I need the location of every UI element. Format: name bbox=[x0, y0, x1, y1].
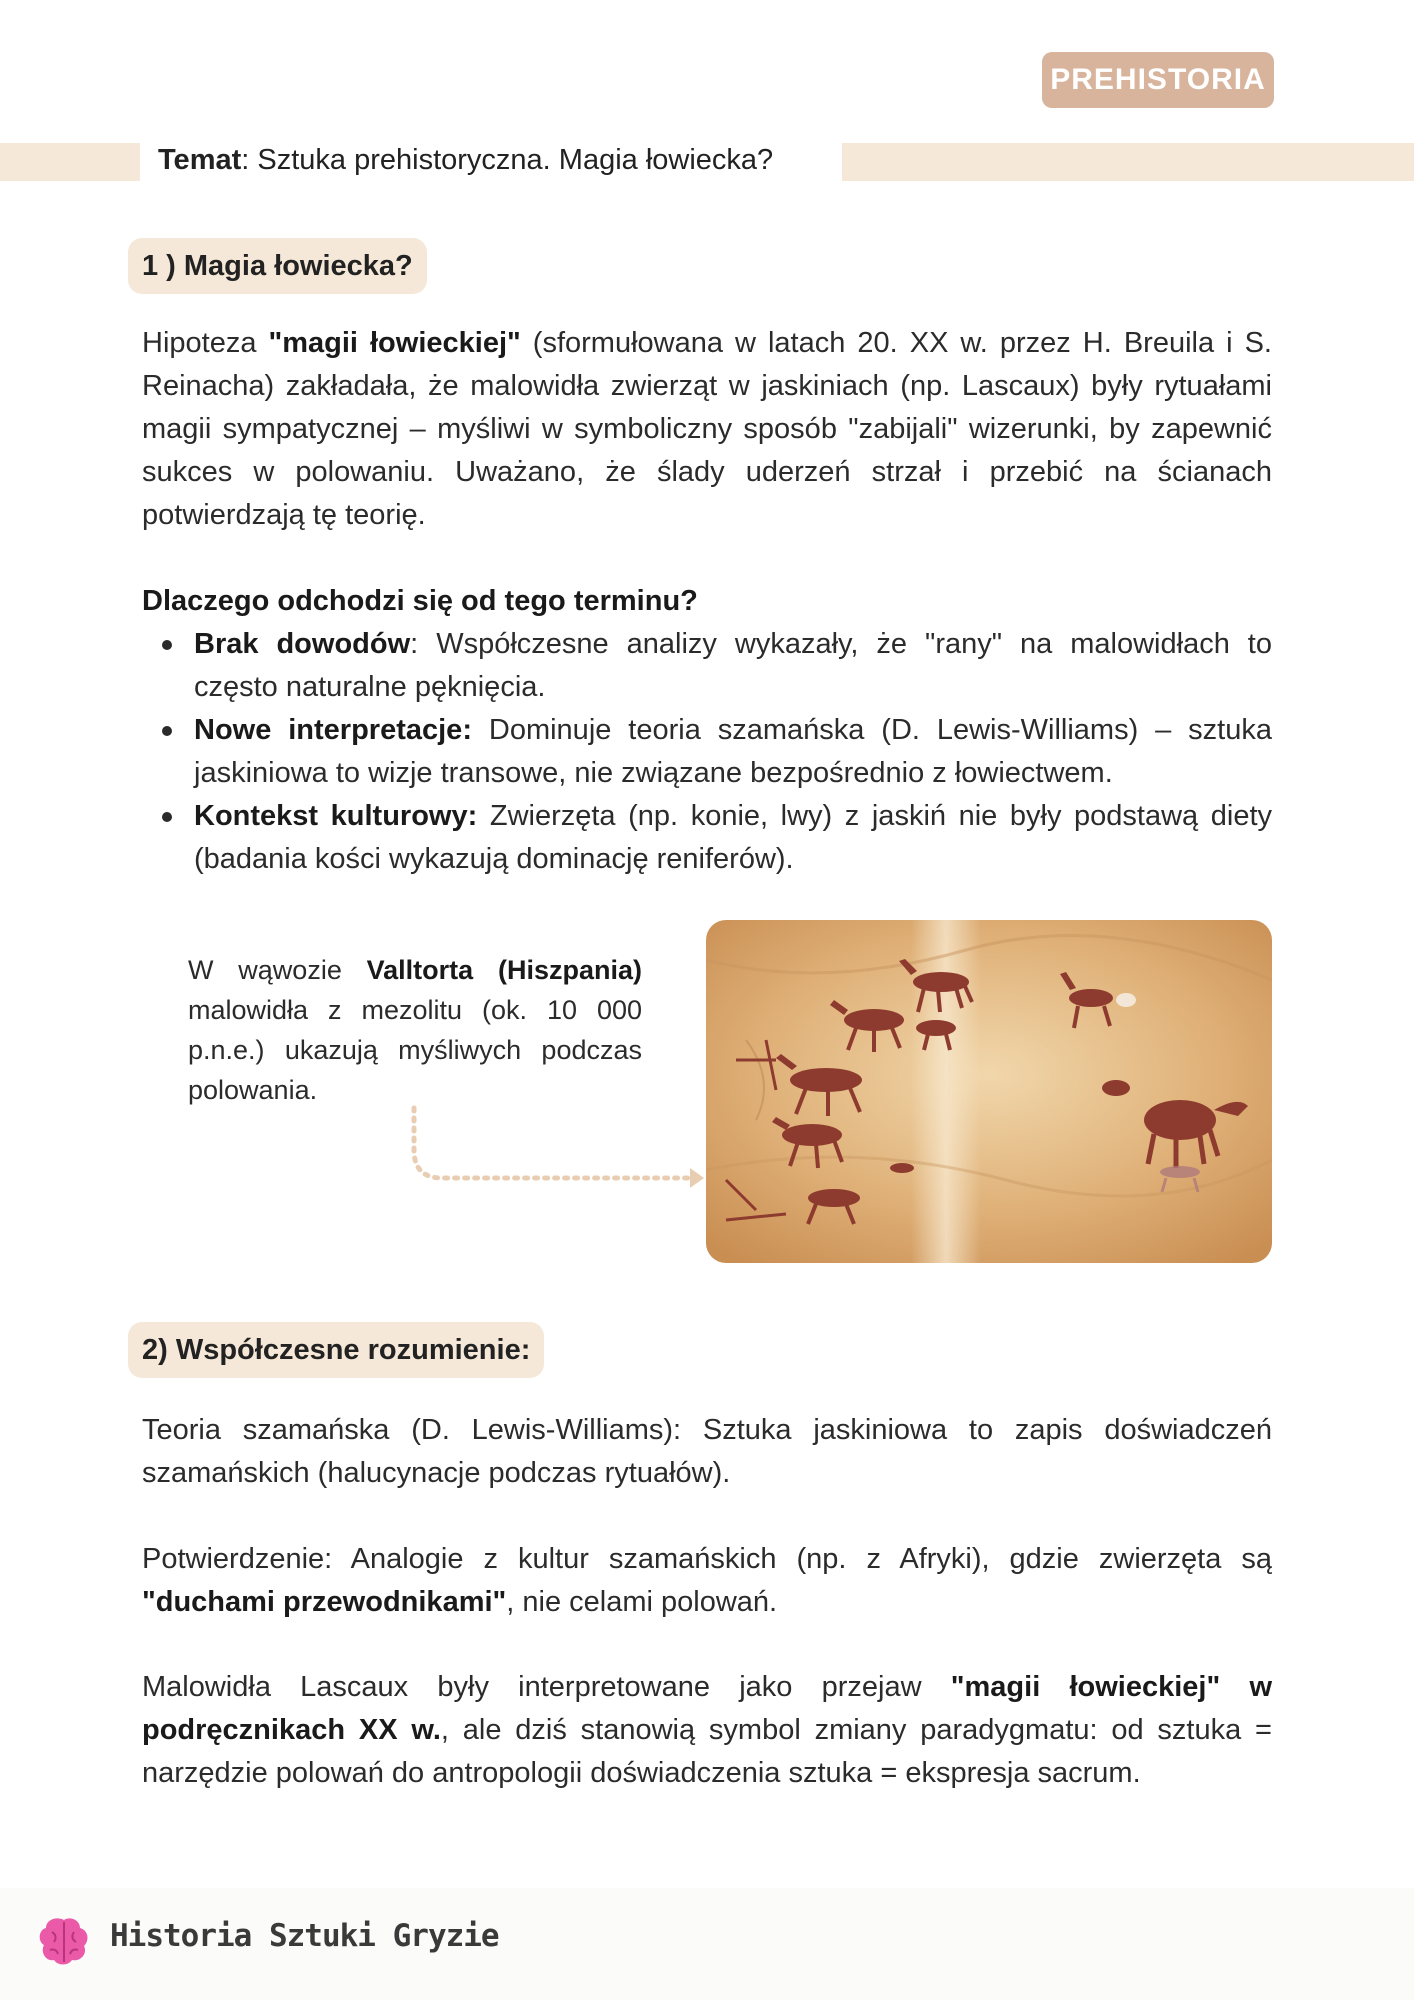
brain-icon bbox=[34, 1912, 94, 1972]
dotted-arrow-icon bbox=[400, 1100, 710, 1200]
section2-para2-bold: "duchami przewodnikami" bbox=[142, 1586, 507, 1618]
topic-text: Sztuka prehistoryczna. Magia łowiecka? bbox=[249, 144, 774, 176]
section2-paragraph-3 bbox=[142, 1666, 1272, 1795]
caption-rest: malowidła z mezolitu (ok. 10 000 p.n.e.) ukazują myśliwych podczas polowania. bbox=[188, 995, 642, 1105]
image-caption bbox=[188, 950, 642, 1110]
question-heading: Dlaczego odchodzi się od tego terminu? bbox=[142, 585, 698, 617]
section2-paragraph-2 bbox=[142, 1538, 1272, 1624]
topic-separator: : bbox=[241, 144, 250, 176]
list-item-bold: Brak dowodów bbox=[194, 628, 411, 660]
section1-para-start: Hipoteza bbox=[142, 327, 269, 359]
list-item-bold: Kontekst kulturowy: bbox=[194, 800, 478, 832]
section2-para2-start: Potwierdzenie: Analogie z kultur szamańskich (np. z Afryki), gdzie zwierzęta są bbox=[142, 1543, 1272, 1575]
section1-heading: 1 ) Magia łowiecka? bbox=[128, 238, 427, 294]
section2-heading: 2) Współczesne rozumienie: bbox=[128, 1322, 544, 1378]
list-item-text: Dominuje teoria szamańska (D. Lewis-Williams) – sztuka jaskiniowa to wizje transowe, nie związane bezpośrednio z łowiectwem. bbox=[194, 714, 1272, 789]
topic-line bbox=[158, 140, 773, 180]
topic-label: Temat bbox=[158, 144, 242, 176]
section2-para3-bold: "magii łowieckiej" w podręcznikach XX w. bbox=[142, 1671, 1272, 1746]
section1-para-bold: "magii łowieckiej" bbox=[268, 327, 521, 359]
list-item bbox=[142, 623, 1272, 709]
caption-start: W wąwozie bbox=[188, 955, 367, 985]
reasons-list bbox=[142, 623, 1272, 881]
list-item bbox=[142, 795, 1272, 881]
section2-para3-start: Malowidła Lascaux były interpretowane jako przejaw bbox=[142, 1671, 951, 1703]
category-tag: PREHISTORIA bbox=[1042, 52, 1274, 108]
section1-paragraph bbox=[142, 322, 1272, 537]
list-item-bold: Nowe interpretacje: bbox=[194, 714, 472, 746]
topic-band-left bbox=[0, 143, 140, 181]
caption-bold: Valltorta (Hiszpania) bbox=[366, 955, 642, 985]
section2-paragraph-1: Teoria szamańska (D. Lewis-Williams): Sztuka jaskiniowa to zapis doświadczeń szamańskich (halucynacje podczas rytuałów). bbox=[142, 1414, 1272, 1489]
bullet-icon bbox=[162, 640, 172, 650]
brand-name: Historia Sztuki Gryzie bbox=[110, 1918, 499, 1954]
list-item-text: : Współczesne analizy wykazały, że "rany" na malowidłach to często naturalne pęknięcia. bbox=[194, 628, 1272, 703]
list-item-text: Zwierzęta (np. konie, lwy) z jaskiń nie były podstawą diety (badania kości wykazują dominację reniferów). bbox=[194, 800, 1273, 875]
section2-para2-rest: , nie celami polowań. bbox=[506, 1586, 778, 1618]
bullet-icon bbox=[162, 726, 172, 736]
section1-para-rest: (sformułowana w latach 20. XX w. przez H. Breuila i S. Reinacha) zakładała, że malowidła zwierząt w jaskiniach (np. Lascaux) były rytuałami magii sympatycznej – myśliwi w symboliczny sposób "zabijali" wizerunki, by zapewnić sukces w polowaniu. Uważano, że ślady uderzeń strzał i przebić na ścianach potwierdzają tę teorię. bbox=[142, 327, 1272, 531]
cave-painting-image bbox=[706, 920, 1272, 1263]
bullet-icon bbox=[162, 812, 172, 822]
topic-band-right bbox=[842, 143, 1414, 181]
section2-para3-rest: , ale dziś stanowią symbol zmiany paradygmatu: od sztuka = narzędzie polowań do antropologii doświadczenia sztuka = ekspresja sacrum. bbox=[142, 1714, 1272, 1789]
list-item bbox=[142, 709, 1272, 795]
